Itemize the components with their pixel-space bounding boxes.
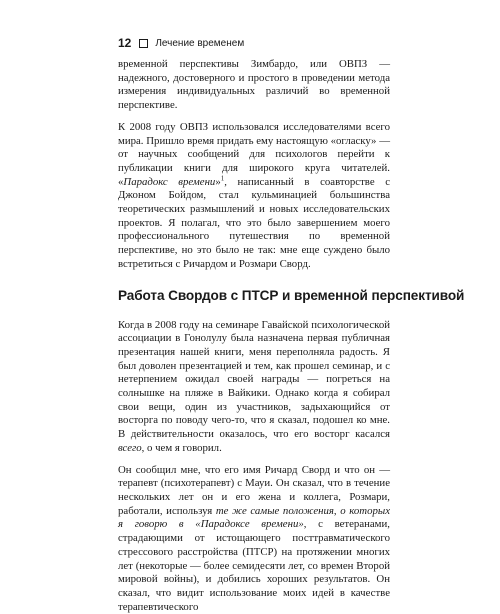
running-head [118,35,244,51]
text-run: Когда в 2008 году на семинаре Гавайской психологической ассоциации в Гонолулу была назначена первая публичная презентация нашей книги, меня переполняла радость. Я был доволен презентацией и тем, как прошел семинар, и с нетерпением ожидал своей награды — погреться на солнышке на пляже в Вайкики. Однако когда я собирал свои вещи, один из участников, задыхающийся от восторга по поводу чего-то, что я сказал, подошел ко мне. В действительности оказалось, что его восторг касался [118,318,390,441]
page-number: 12 [118,36,132,50]
paragraph-2 [118,121,390,272]
italic-phrase: о которых я говорю в «Парадоксе времени» [118,504,390,531]
footnote-marker: 1 [220,174,225,183]
paragraph-4 [118,464,390,614]
section-heading: Работа Свордов с ПТСР и временной перспективой [118,287,465,303]
text-run: , [333,504,341,517]
paragraph-1 [118,58,390,113]
text-run: Он сообщил мне, что его имя Ричард Сворд и что он — терапевт (психотерапевт) с Мауи. Он сказал, что в течение нескольких лет он и его жена и коллега, Розмари, работали, используя [118,463,390,517]
text-run: временной перспективы Зимбардо, или ОВПЗ — надежного, достоверного и простого в проведении метода измерения индивидуальных различий во временной перспективе. [118,58,390,112]
paragraph-3 [118,319,390,456]
text-run: » [215,175,221,188]
running-title: Лечение временем [155,37,245,49]
body-text [118,58,465,614]
square-ornament-icon [139,39,148,48]
text-run: , с ветеранами, страдающими от истощающего посттравматического стрессового расстройства (ПТСР) на протяжении многих лет (некоторые — более семидесяти лет, со времен Второй мировой войны), и добились хороших результатов. Он сказал, что видит использование моих идей в качестве терапевтического [118,518,390,613]
text-run: К 2008 году ОВПЗ использовался исследователями всего мира. Пришло время придать ему настоящую «огласку» — от научных сообщений для психологов перейти к публикации книги для широкого круга читателей. « [118,120,390,188]
italic-phrase: Парадокс времени [123,175,216,188]
italic-phrase: всего [118,441,142,454]
italic-phrase: те же самые положения [215,504,334,517]
text-run: , о чем я говорил. [141,441,222,454]
text-run: , написанный в соавторстве с Джоном Бойдом, стал кульминацией большинства теоретических размышлений и новых исследовательских проектов. Я полагал, что это было завершением моего профессионального путешествия по временной перспективе, но это было не так: мне еще суждено было встретиться с Ричардом и Розмари Сворд. [118,175,390,270]
